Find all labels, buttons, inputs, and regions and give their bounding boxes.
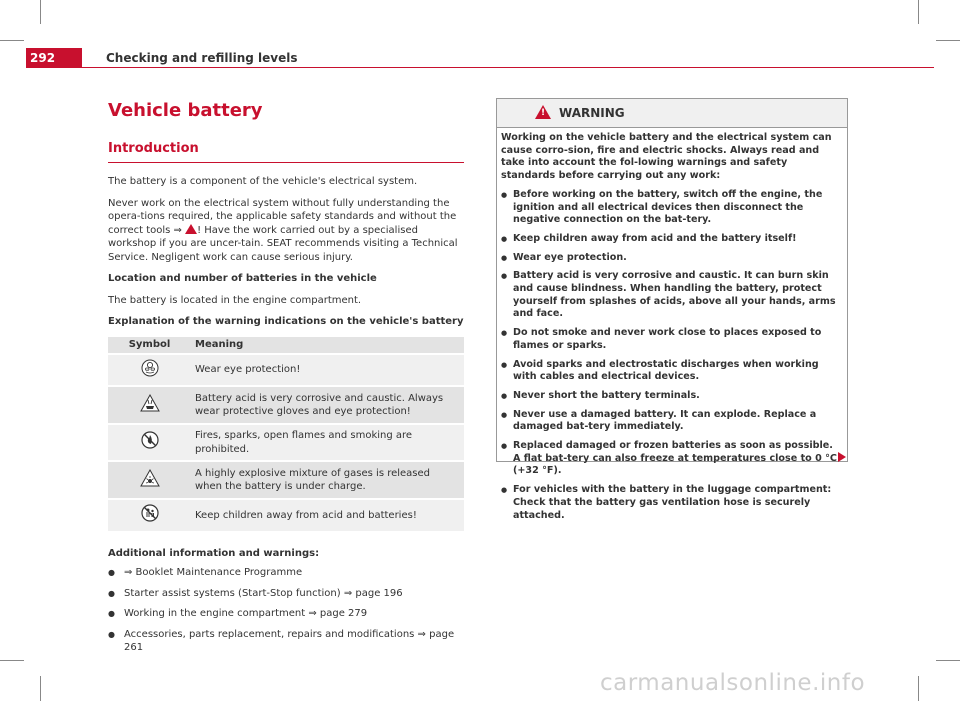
warning-list (501, 189, 843, 522)
explanation-heading: Explanation of the warning indications on the vehicle's battery (108, 316, 464, 327)
crop-mark (0, 40, 24, 41)
table-row (108, 355, 464, 386)
keep-children-away-icon (141, 504, 159, 522)
list-item[interactable]: ● Starter assist systems (Start-Stop function) ⇒ page 196 (108, 587, 464, 601)
warning-item: ● Wear eye protection. (501, 252, 843, 265)
warning-item: ● Before working on the battery, switch off the engine, the ignition and all electrical devices then disconnect the negative connection on the bat-tery. (501, 189, 843, 227)
table-cell-meaning: Keep children away from acid and batteries! (191, 500, 464, 531)
location-heading: Location and number of batteries in the vehicle (108, 273, 377, 284)
crop-mark (40, 676, 41, 701)
crop-mark (936, 40, 960, 41)
corrosive-icon (140, 394, 160, 412)
crop-mark (918, 0, 919, 24)
warning-label: WARNING (559, 106, 625, 120)
crop-mark (0, 660, 24, 661)
table-cell-meaning: Fires, sparks, open flames and smoking are prohibited. (191, 425, 464, 460)
warning-header: ! WARNING (497, 99, 847, 128)
table-cell-meaning: Battery acid is very corrosive and caustic. Always wear protective gloves and eye protection! (191, 387, 464, 423)
watermark: carmanualsonline.info (600, 670, 866, 696)
continue-arrow-icon (838, 452, 846, 462)
subsection-title: Introduction (108, 141, 199, 156)
header-meaning: Meaning (191, 337, 464, 353)
table-row (108, 387, 464, 423)
no-flames-icon (141, 431, 159, 449)
header-rule (82, 67, 934, 68)
warning-item: ● Never short the battery terminals. (501, 390, 843, 403)
table-row (108, 462, 464, 498)
warning-body (497, 128, 847, 522)
page-number: 292 (26, 48, 82, 68)
crop-mark (918, 676, 919, 701)
table-cell-meaning: A highly explosive mixture of gases is released when the battery is under charge. (191, 462, 464, 498)
list-item[interactable]: ● Accessories, parts replacement, repairs and modifications ⇒ page 261 (108, 628, 464, 655)
header-symbol: Symbol (108, 337, 191, 353)
table-row (108, 500, 464, 531)
additional-list (108, 566, 464, 655)
page-header-title: Checking and refilling levels (106, 51, 298, 65)
warning-item: ● Battery acid is very corrosive and caustic. It can burn skin and cause blindness. When handling the battery, protect yourself from splashes of acids, above all your hands, arms and face. (501, 270, 843, 321)
warning-paragraph-part2: ! Have the work carried out by a specialised workshop if you are uncer-tain. SEAT recommends visiting a Technical Service. Negligent work can cause serious injury. (108, 224, 458, 263)
warning-item: ● Do not smoke and never work close to places exposed to flames or sparks. (501, 327, 843, 352)
crop-mark (40, 0, 41, 24)
section-title: Vehicle battery (108, 100, 263, 121)
warning-paragraph-part1: Never work on the electrical system without fully understanding the opera-tions required, the applicable safety standards and without the correct tools ⇒ (108, 197, 457, 236)
warning-item: ● Keep children away from acid and the battery itself! (501, 233, 843, 246)
warning-paragraph (108, 197, 464, 265)
warning-intro: Working on the vehicle battery and the electrical system can cause corro-sion, fire and electric shocks. Always read and take into account the fol-lowing warnings and safety standards before carrying out any work: (501, 132, 832, 182)
warning-item: ● Replaced damaged or frozen batteries as soon as possible. A flat bat-tery can also freeze at temperatures close to 0 °C (+32 °F). (501, 440, 843, 478)
symbol-table (108, 335, 464, 533)
table-cell-meaning: Wear eye protection! (191, 355, 464, 386)
list-item[interactable]: ● Working in the engine compartment ⇒ page 279 (108, 607, 464, 621)
intro-paragraph: The battery is a component of the vehicle's electrical system. (108, 176, 418, 187)
warning-triangle-icon[interactable] (185, 224, 197, 234)
location-text: The battery is located in the engine compartment. (108, 294, 362, 306)
warning-box (496, 98, 848, 521)
crop-mark (936, 660, 960, 661)
explosive-icon (140, 469, 160, 487)
eye-protection-icon (141, 359, 159, 377)
warning-item: ● For vehicles with the battery in the luggage compartment: Check that the battery gas ventilation hose is securely attached. (501, 484, 843, 522)
table-row (108, 425, 464, 460)
warning-item: ● Never use a damaged battery. It can explode. Replace a damaged bat-tery immediately. (501, 409, 843, 434)
subsection-rule (108, 162, 464, 163)
left-column (108, 100, 464, 662)
list-item[interactable]: ● ⇒ Booklet Maintenance Programme (108, 566, 464, 580)
warning-item: ● Avoid sparks and electrostatic discharges when working with cables and electrical devices. (501, 359, 843, 384)
additional-heading: Additional information and warnings: (108, 547, 320, 559)
table-header-row (108, 337, 464, 353)
